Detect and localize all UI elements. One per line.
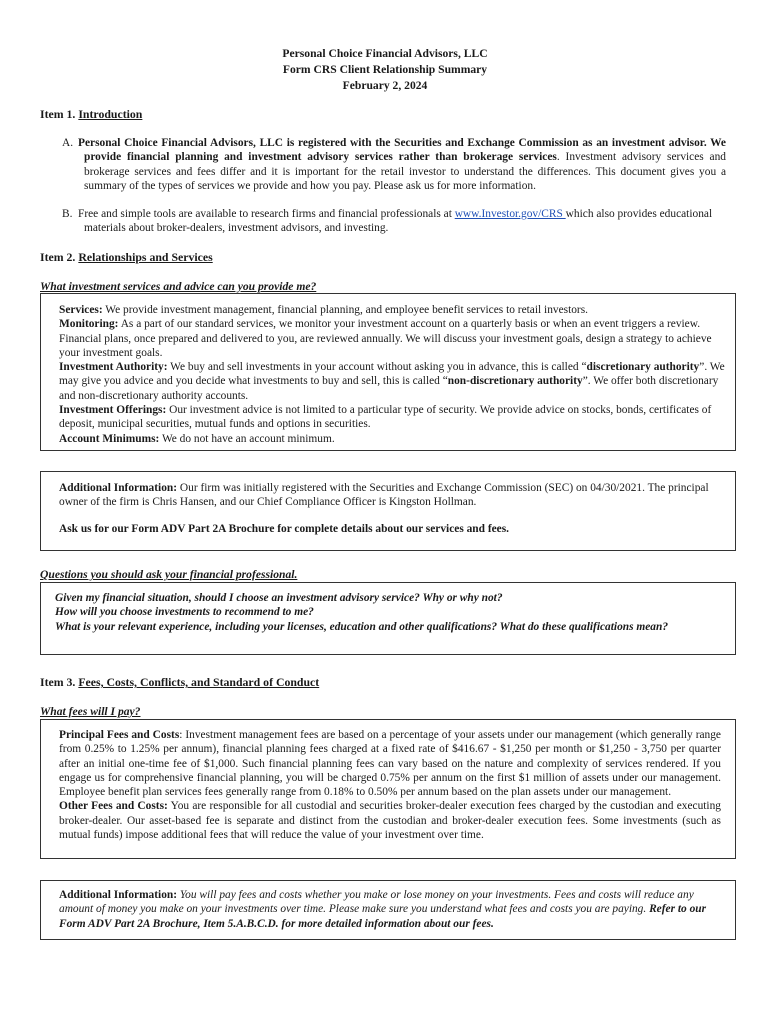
item2-additional-info-text: Our firm was initially registered with the Securities and Exchange Commission (SEC) on 04/30/2021. The principal owner of the firm is Chris Hansen, and our Chief Compliance Officer is Kingston Hollman.: [59, 482, 709, 509]
services-box: [40, 293, 736, 451]
services-paragraph: [59, 303, 725, 317]
item1-b-text1: Free and simple tools are available to research firms and financial professionals at: [78, 208, 455, 220]
item3-number: Item 3.: [40, 675, 79, 689]
item1-a-bold-text: Personal Choice Financial Advisors, LLC is registered with the Securities and Exchange Commission as an investment advisor. We provide financial planning and investment advisory services rather than brokerage services: [78, 137, 726, 164]
services-text: We provide investment management, financial planning, and employee benefit services to retail investors.: [102, 304, 589, 316]
item1-paragraph-a: [62, 136, 726, 193]
authority-text3: ”. We offer both discretionary and non-discretionary authority accounts.: [59, 375, 719, 402]
item1-b-letter: B.: [62, 208, 73, 220]
principal-fees-text: : Investment management fees are based on a percentage of your assets under our management (which generally range from 0.25% to 1.25% per annum), financial planning fees charged at a fixed rate of $416.67 - $1,250 per month or $1,250 - 3,750 per quarter after an initial one-time fee of $1,000. Such financial planning fees can vary based on the nature and complexity of services rendered. If you engage us for comprehensive financial planning, you will be charged 0.75% per annum on the first $1 million of assets under our management. Employee benefit plan services fees generally range from 0.18% to 0.50% per annum based on the plan assets under our management.: [59, 729, 721, 799]
principal-fees-label: Principal Fees and Costs: [59, 729, 180, 741]
item1-heading: [40, 107, 142, 121]
item3-additional-info-box: [40, 880, 736, 940]
investment-offerings-paragraph: [59, 403, 725, 432]
item3-title: Fees, Costs, Conflicts, and Standard of Conduct: [78, 675, 320, 689]
item2-additional-info-box: [40, 471, 736, 551]
item2-heading: [40, 250, 213, 264]
item2-ask-brochure: [59, 522, 725, 536]
item1-a-letter: A.: [62, 137, 74, 149]
item2-additional-info-paragraph: [59, 481, 725, 510]
item1-a-body: [78, 136, 727, 193]
document-title-firm: Personal Choice Financial Advisors, LLC: [282, 47, 488, 60]
services-label: Services:: [59, 304, 103, 316]
item1-b-text2: which also provides educational materials about broker-dealers, investment advisors, and investing.: [84, 208, 713, 235]
discretionary-term: discretionary authority: [586, 361, 700, 374]
document-title-form: Form CRS Client Relationship Summary: [282, 63, 488, 76]
item1-a-text: . Investment advisory services and brokerage services and fees differ and it is important for the retail investor to understand the differences. This document gives you a summary of the types of services we provide and how you pay. Please ask us for more information.: [84, 151, 727, 192]
account-minimums-label: Account Minimums:: [59, 432, 160, 445]
item2-number: Item 2.: [40, 250, 79, 264]
investment-authority-label: Investment Authority:: [59, 361, 168, 374]
question-3: What is your relevant experience, including your licenses, education and other qualifications? What do these qualifications mean?: [55, 620, 669, 633]
investor-gov-link[interactable]: www.Investor.gov/CRS: [454, 208, 566, 220]
non-discretionary-term: non-discretionary authority: [447, 375, 583, 388]
other-fees-text: You are responsible for all custodial and securities broker-dealer execution fees charged by the custodian and executing broker-dealer. Our asset-based fee is separate and distinct from the custodian and broker-dealer execution fees. Some investments (such as mutual funds) impose additional fees that will reduce the value of your investment over time.: [59, 800, 721, 842]
monitoring-paragraph: [59, 317, 725, 360]
refer-brochure-text: Refer to our Form ADV Part 2A Brochure, Item 5.A.B.C.D. for more detailed information about our fees.: [59, 903, 707, 930]
account-minimums-text: We do not have an account minimum.: [159, 432, 335, 445]
other-fees-label: Other Fees and Costs:: [59, 800, 168, 813]
investment-offerings-text: Our investment advice is not limited to a particular type of security. We provide advice on stocks, bonds, certificates of deposit, municipal securities, mutual funds and options in securities.: [59, 404, 712, 431]
account-minimums-paragraph: [59, 432, 725, 446]
ask-brochure-text: Ask us for our Form ADV Part 2A Brochure for complete details about our services and fees.: [59, 522, 510, 535]
investment-offerings-label: Investment Offerings:: [59, 404, 167, 417]
item3-additional-info-text: You will pay fees and costs whether you make or lose money on your investments. Fees and costs will reduce any amount of money you make on your investments over time. Please make sure you understand what fees and costs you are paying.: [59, 889, 694, 916]
item3-question: What fees will I pay?: [40, 705, 141, 718]
question-1: Given my financial situation, should I choose an investment advisory service? Why or why not?: [55, 592, 503, 604]
investment-authority-paragraph: [59, 360, 725, 403]
authority-text2: ”. We may give you advice and you decide what investments to buy and sell, this is called “: [59, 361, 725, 388]
other-fees-paragraph: [59, 799, 721, 842]
monitoring-text: As a part of our standard services, we monitor your investment account on a quarterly basis or when an event triggers a review. Financial plans, once prepared and delivered to you, are reviewed annually. We will discuss your investment goals, design a strategy to achieve your investment goals.: [59, 318, 712, 359]
question-2: How will you choose investments to recommend to me?: [55, 606, 314, 619]
item1-title: Introduction: [78, 107, 143, 121]
item2-additional-info-label: Additional Information:: [59, 482, 178, 494]
item1-paragraph-b: [62, 207, 726, 236]
item2-title: Relationships and Services: [78, 250, 213, 264]
questions-box: [40, 582, 736, 655]
questions-heading: Questions you should ask your financial professional.: [40, 568, 298, 581]
item2-question: What investment services and advice can you provide me?: [40, 280, 317, 293]
item1-number: Item 1.: [40, 107, 79, 121]
monitoring-label: Monitoring:: [59, 318, 119, 331]
fees-box: [40, 719, 736, 859]
document-date: February 2, 2024: [342, 79, 428, 92]
item3-additional-info-label: Additional Information:: [59, 889, 178, 901]
item3-heading: [40, 675, 319, 689]
principal-fees-paragraph: [59, 728, 721, 799]
authority-text1: We buy and sell investments in your account without asking you in advance, this is called “: [167, 361, 587, 374]
item3-additional-info-paragraph: [59, 888, 721, 931]
item1-b-body: [78, 207, 726, 236]
